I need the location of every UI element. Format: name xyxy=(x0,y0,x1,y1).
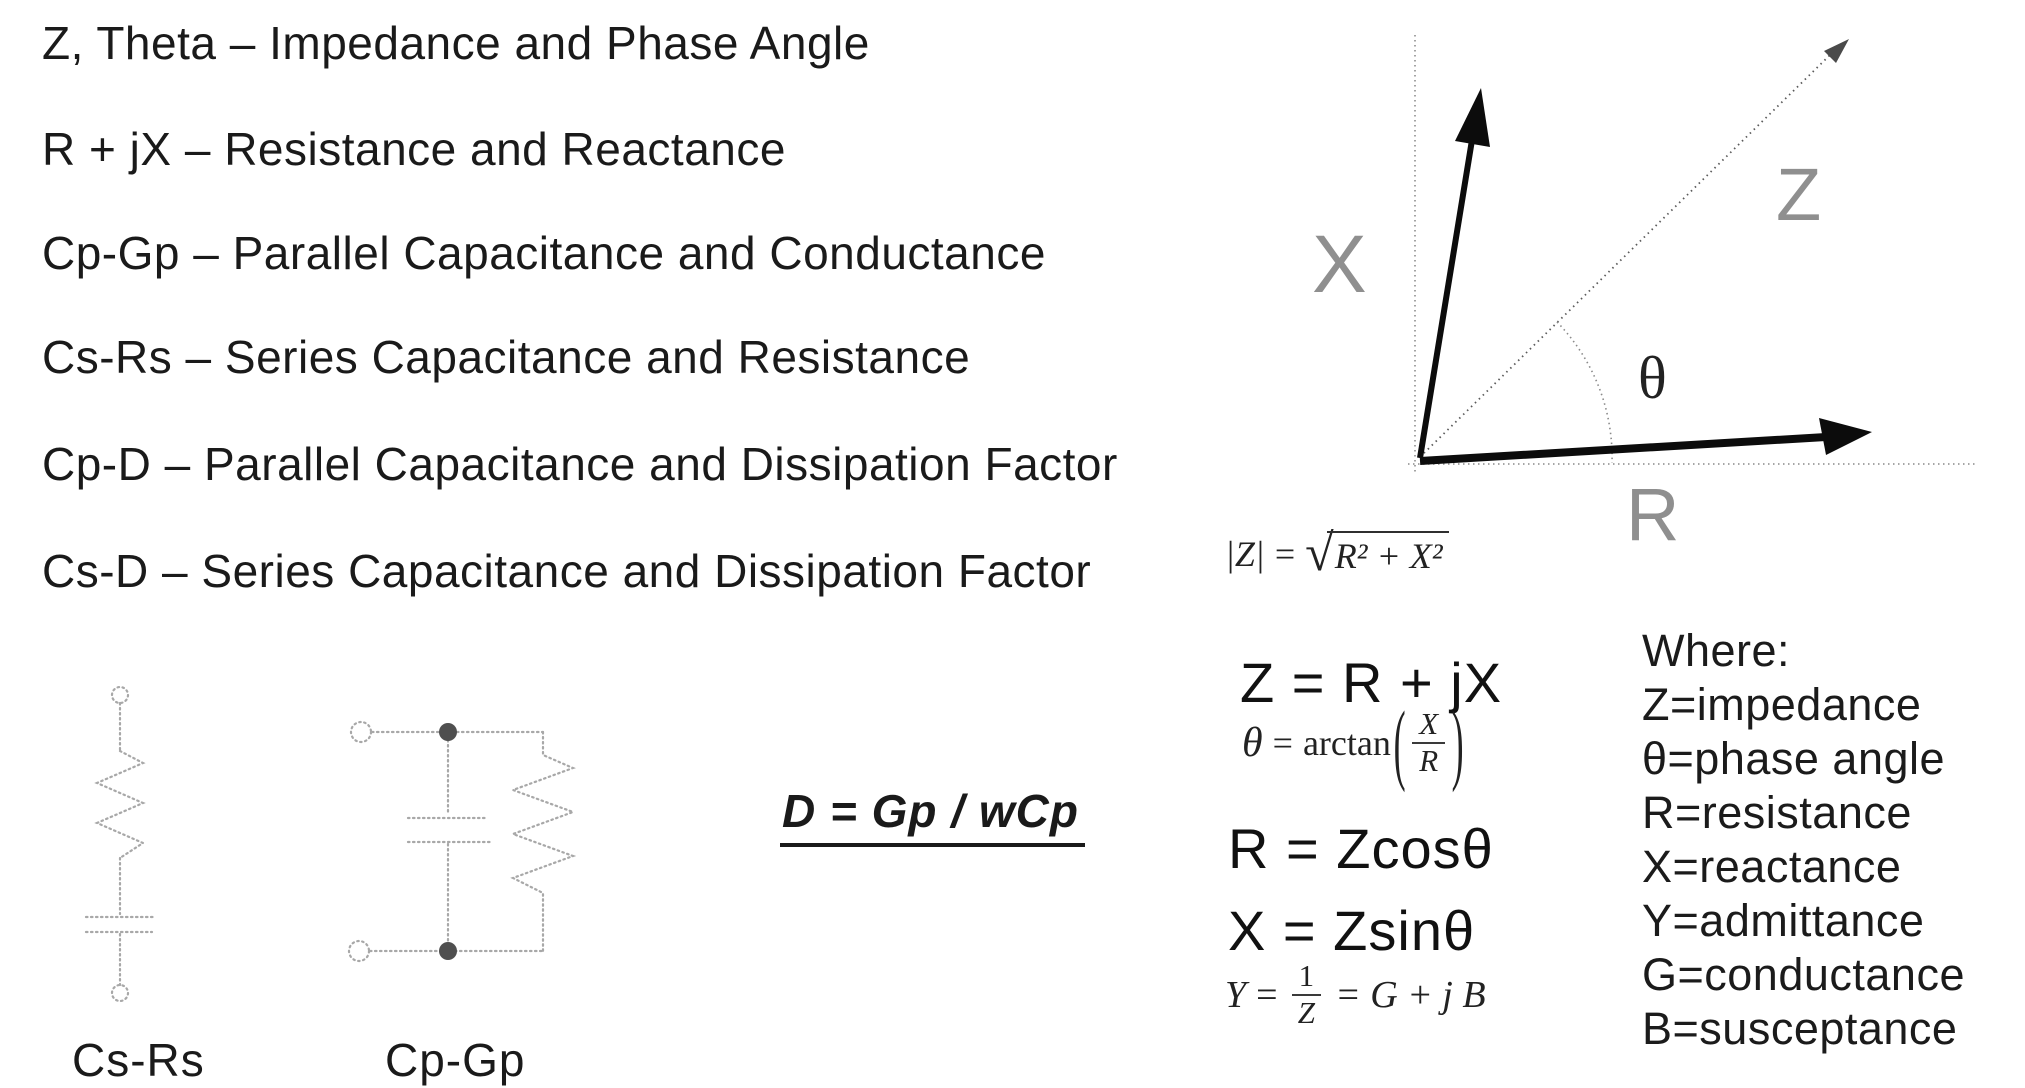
resistance-formula: R = Zcosθ xyxy=(1228,817,1494,880)
where-title: Where: xyxy=(1642,625,1791,676)
sqrt-sign: √ xyxy=(1305,525,1334,582)
magnitude-radicand: R² + X² xyxy=(1327,531,1449,577)
term-z-theta: Z, Theta – Impedance and Phase Angle xyxy=(42,17,870,69)
series-circuit-label: Cs-Rs xyxy=(72,1034,205,1086)
legend-phase-angle: θ=phase angle xyxy=(1642,733,1946,784)
legend-impedance: Z=impedance xyxy=(1642,679,1922,730)
admittance-numerator: 1 xyxy=(1292,960,1322,996)
vector-diagram-drawing xyxy=(1408,35,1975,472)
term-cp-gp: Cp-Gp – Parallel Capacitance and Conductance xyxy=(42,227,1046,279)
parallel-circuit-label: Cp-Gp xyxy=(385,1034,526,1086)
series-circuit-drawing xyxy=(86,687,154,1001)
legend-susceptance: B=susceptance xyxy=(1642,1003,1958,1054)
reactance-formula: X = Zsinθ xyxy=(1228,899,1476,962)
term-r-jx: R + jX – Resistance and Reactance xyxy=(42,123,786,175)
where-legend xyxy=(1642,624,1965,1056)
term-cs-d: Cs-D – Series Capacitance and Dissipation Factor xyxy=(42,545,1092,597)
z-vector-label: Z xyxy=(1776,153,1823,236)
x-axis-label: X xyxy=(1312,219,1368,310)
phase-open-paren: ( xyxy=(1393,691,1406,794)
phase-lhs: θ xyxy=(1242,719,1263,766)
admittance-equals: = xyxy=(1256,973,1278,1016)
magnitude-lhs: |Z| xyxy=(1225,534,1265,574)
r-axis-label: R xyxy=(1626,473,1681,556)
term-cs-rs: Cs-Rs – Series Capacitance and Resistance xyxy=(42,331,971,383)
legend-admittance: Y=admittance xyxy=(1642,895,1925,946)
admittance-denominator: Z xyxy=(1297,994,1315,1030)
theta-angle-label: θ xyxy=(1638,345,1667,411)
magnitude-equals: = xyxy=(1274,534,1296,574)
phase-close-paren: ) xyxy=(1451,691,1464,794)
legend-conductance: G=conductance xyxy=(1642,949,1965,1000)
term-cp-d: Cp-D – Parallel Capacitance and Dissipation Factor xyxy=(42,438,1118,490)
legend-reactance: X=reactance xyxy=(1642,841,1902,892)
phase-equals: = xyxy=(1272,722,1293,763)
dissipation-factor-formula: D = Gp / wCp xyxy=(780,784,1085,847)
phase-function: arctan xyxy=(1302,722,1391,763)
impedance-magnitude-formula xyxy=(1225,525,1449,582)
parallel-circuit-drawing xyxy=(349,722,573,961)
admittance-lhs: Y xyxy=(1225,973,1247,1016)
phase-angle-formula xyxy=(1242,691,1466,794)
impedance-formula: Z = R + jX xyxy=(1240,651,1503,714)
phase-numerator: X xyxy=(1412,708,1445,744)
admittance-rhs: = G + j B xyxy=(1335,973,1486,1016)
legend-resistance: R=resistance xyxy=(1642,787,1912,838)
admittance-formula xyxy=(1225,960,1486,1029)
phase-denominator: R xyxy=(1419,742,1439,778)
